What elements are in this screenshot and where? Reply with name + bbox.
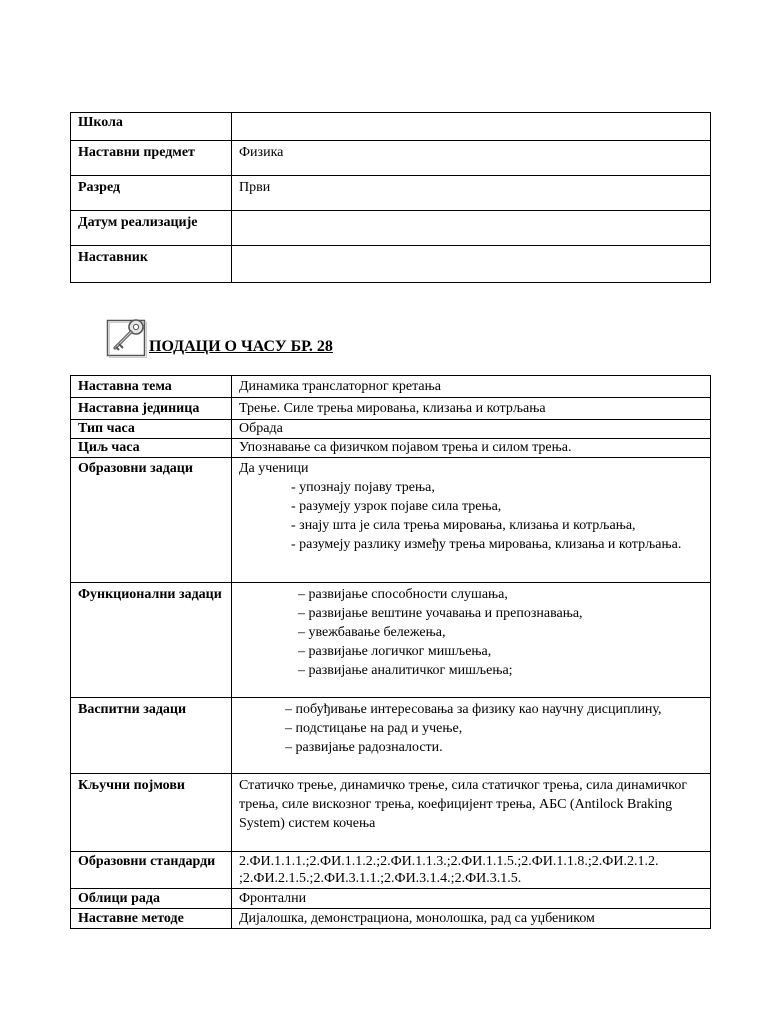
teacher-value [232, 246, 711, 283]
standards-label: Образовни стандарди [71, 852, 232, 889]
grade-value: Први [232, 176, 711, 211]
list-item: - знају шта је сила трења мировања, клизања и котрљања, [291, 518, 636, 533]
list-item: - разумеју узрок појаве сила трења, [291, 499, 502, 514]
topic-value: Динамика транслаторног кретања [232, 376, 711, 398]
list-item: - разумеју разлику између трења мировања, клизања и котрљања. [291, 537, 682, 552]
key-terms-label: Кључни појмови [71, 774, 232, 852]
school-info-table [70, 112, 711, 283]
subject-label: Наставни предмет [71, 141, 232, 176]
school-label: Школа [71, 113, 232, 141]
table-row [71, 211, 711, 246]
table-row [71, 889, 711, 909]
lesson-type-label: Тип часа [71, 420, 232, 439]
date-value [232, 211, 711, 246]
teaching-methods-label: Наставне методе [71, 909, 232, 929]
teacher-label: Наставник [71, 246, 232, 283]
educational-tasks-label: Образовни задаци [71, 458, 232, 583]
table-row [71, 774, 711, 852]
table-row [71, 852, 711, 889]
work-forms-label: Облици рада [71, 889, 232, 909]
key-icon [106, 316, 148, 358]
topic-label: Наставна тема [71, 376, 232, 398]
lesson-title: ПОДАЦИ О ЧАСУ БР. 28 [149, 338, 333, 355]
table-row [71, 398, 711, 420]
unit-label: Наставна јединица [71, 398, 232, 420]
upbringing-tasks-list [239, 700, 703, 757]
work-forms-value: Фронтални [232, 889, 711, 909]
goal-label: Циљ часа [71, 439, 232, 458]
grade-label: Разред [71, 176, 232, 211]
educational-tasks-cell [232, 458, 711, 583]
table-row [71, 376, 711, 398]
table-row [71, 141, 711, 176]
school-value [232, 113, 711, 141]
list-item: – развијање способности слушања, [298, 587, 508, 602]
list-item: – побуђивање интересовања за физику као научну дисциплину, [285, 702, 662, 717]
goal-value: Упознавање са физичком појавом трења и силом трења. [232, 439, 711, 458]
table-row [71, 420, 711, 439]
list-item: – развијање аналитичког мишљења; [298, 663, 513, 678]
lesson-type-value: Обрада [232, 420, 711, 439]
functional-tasks-label: Функционални задаци [71, 583, 232, 698]
lesson-heading [106, 316, 333, 358]
upbringing-tasks-label: Васпитни задаци [71, 698, 232, 774]
list-item: – развијање вештине уочавања и препознавања, [298, 606, 583, 621]
table-row [71, 176, 711, 211]
date-label: Датум реализације [71, 211, 232, 246]
list-item: – развијање логичког мишљења, [298, 644, 492, 659]
unit-value: Трење. Силе трења мировања, клизања и котрљања [232, 398, 711, 420]
table-row [71, 246, 711, 283]
table-row [71, 909, 711, 929]
educational-tasks-intro: Да ученици [239, 461, 309, 476]
table-row [71, 458, 711, 583]
list-item: – развијање радозналости. [285, 740, 443, 755]
functional-tasks-list [239, 585, 703, 680]
table-row [71, 113, 711, 141]
teaching-methods-value: Дијалошка, демонстрациона, монолошка, рад са уџбеником [232, 909, 711, 929]
list-item: – увежбавање бележења, [298, 625, 446, 640]
table-row [71, 698, 711, 774]
upbringing-tasks-cell [232, 698, 711, 774]
lesson-info-table [70, 375, 711, 929]
table-row [71, 583, 711, 698]
educational-tasks-list [239, 478, 703, 554]
list-item: - упознају појаву трења, [291, 480, 435, 495]
functional-tasks-cell [232, 583, 711, 698]
key-terms-value: Статичко трење, динамичко трење, сила статичког трења, сила динамичког трења, силе вискозног трења, коефицијент трења, АБС (Antilock Braking System) систем кочења [232, 774, 711, 852]
table-row [71, 439, 711, 458]
list-item: – подстицање на рад и учење, [285, 721, 463, 736]
subject-value: Физика [232, 141, 711, 176]
standards-value: 2.ФИ.1.1.1.;2.ФИ.1.1.2.;2.ФИ.1.1.3.;2.ФИ.1.1.5.;2.ФИ.1.1.8.;2.ФИ.2.1.2. ;2.ФИ.2.1.5.;2.ФИ.3.1.1.;2.ФИ.3.1.4.;2.ФИ.3.1.5. [232, 852, 711, 889]
